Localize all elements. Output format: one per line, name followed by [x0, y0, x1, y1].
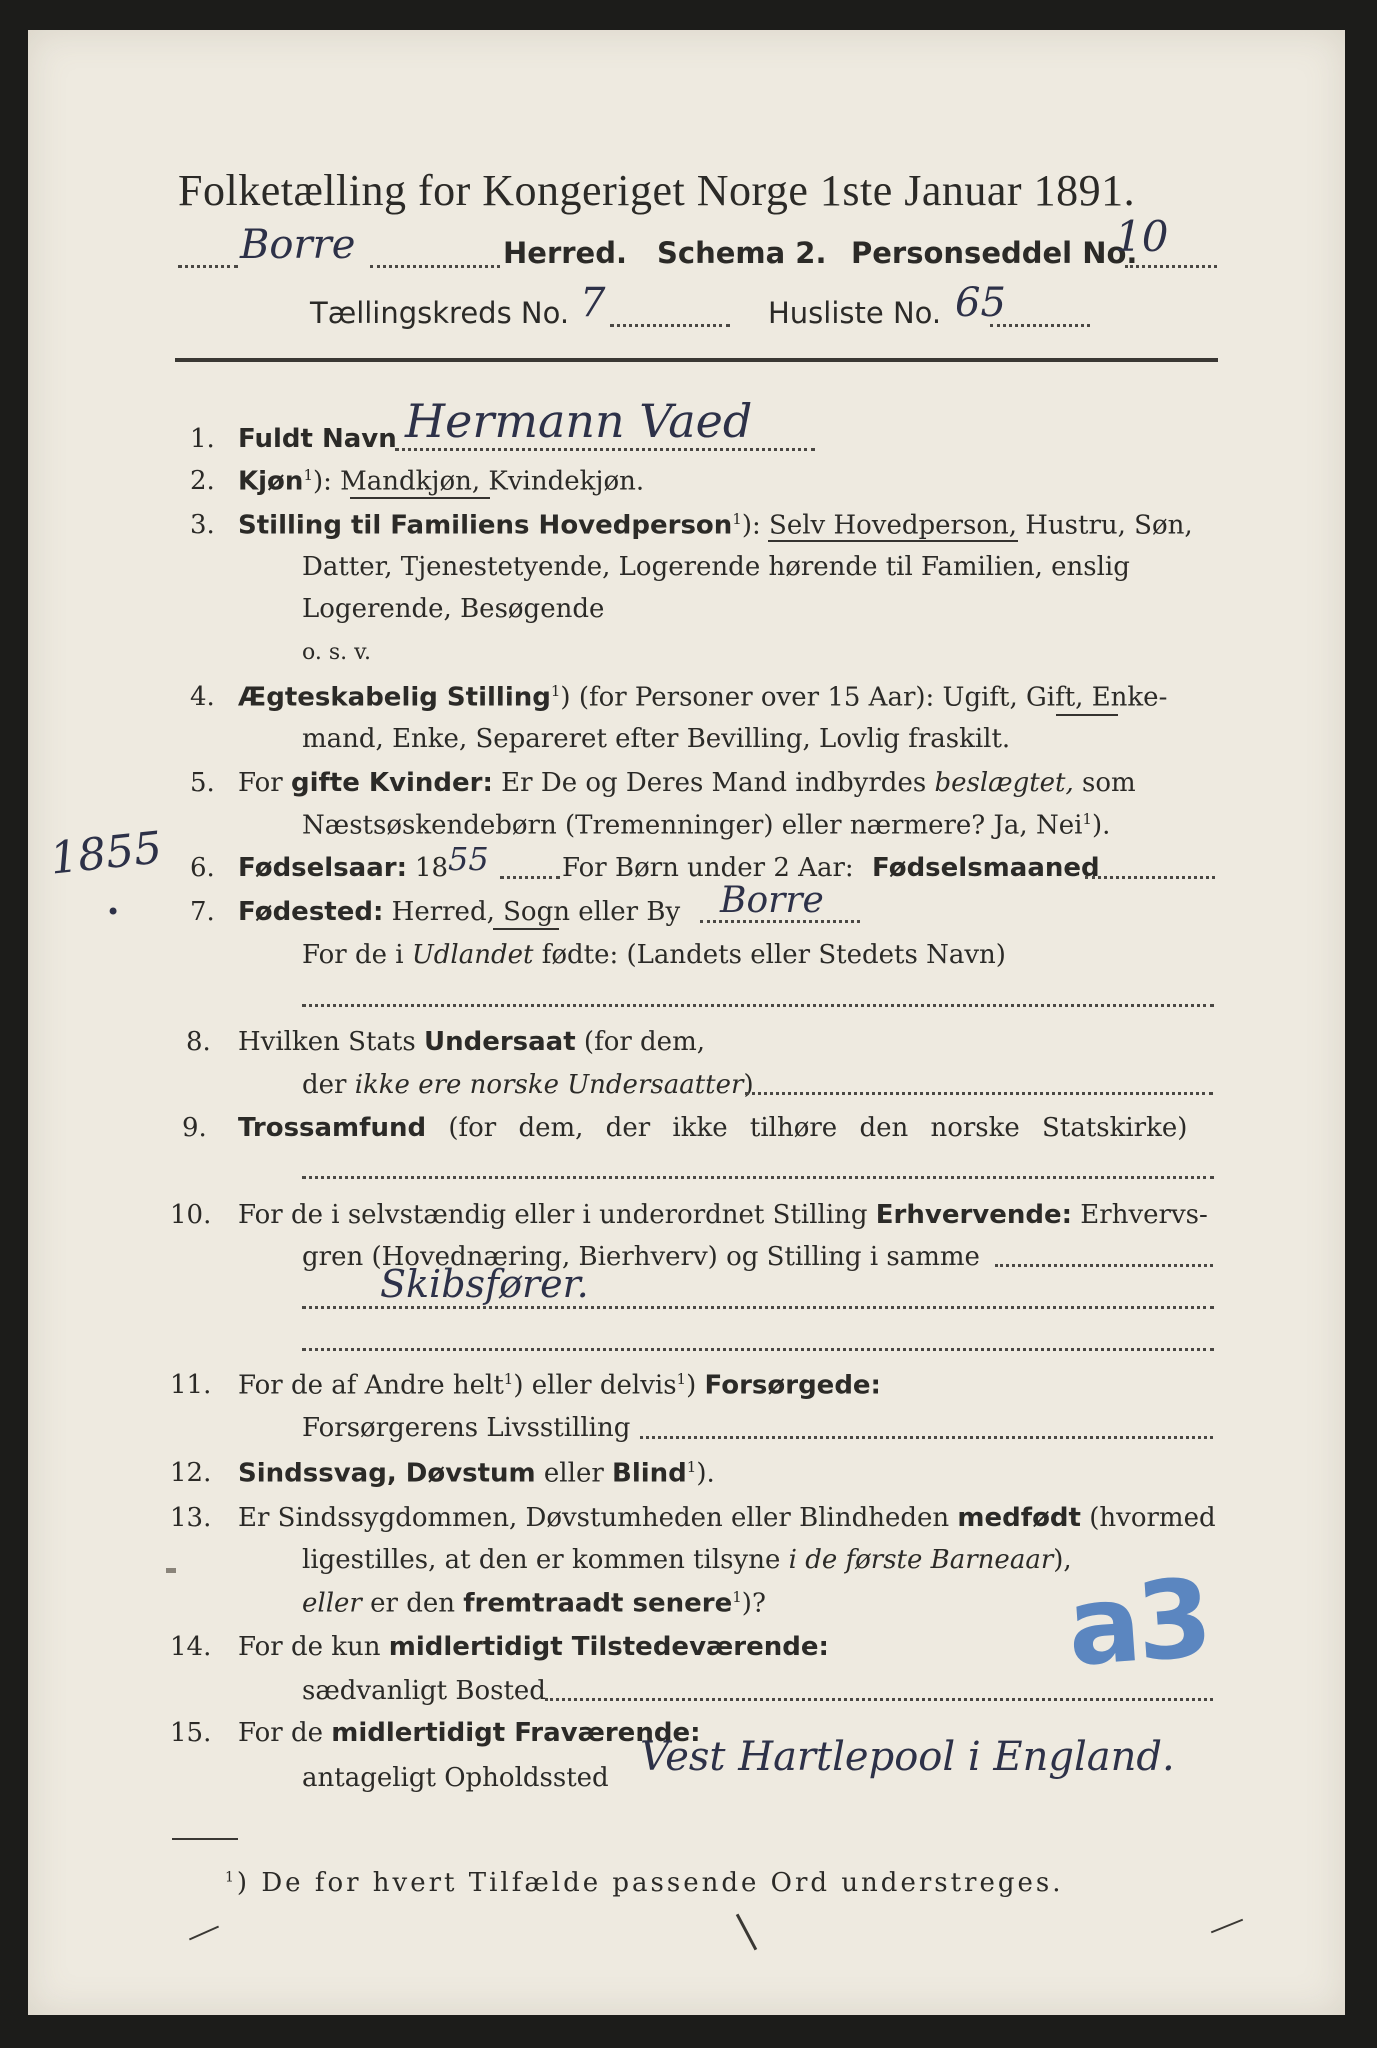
item-14-number: 14.	[170, 1632, 212, 1662]
taellingskreds-dotline	[610, 324, 730, 327]
footnote-rule	[172, 1838, 238, 1840]
item-11-sup-2: 1	[676, 1370, 687, 1388]
item-8-text-a: Hvilken Stats	[238, 1027, 416, 1057]
footnote	[225, 1868, 1064, 1898]
item-7-line-2-a: For de i	[302, 940, 404, 970]
item-5-line-1	[238, 768, 1136, 798]
item-3-underline	[768, 540, 1018, 542]
item-10-line-1	[238, 1200, 1208, 1230]
taellingskreds-label: Tællingskreds No.	[310, 296, 570, 330]
form-title: Folketælling for Kongeriget Norge 1ste Januar 1891.	[178, 166, 1136, 215]
item-5-label: gifte Kvinder:	[290, 768, 493, 798]
item-14-dotline	[545, 1698, 1213, 1701]
item-5-text-b: Er De og Deres Mand indbyrdes	[501, 768, 927, 798]
item-15-label: midlertidigt Fraværende:	[331, 1718, 701, 1748]
item-7-line-1	[238, 897, 680, 927]
item-13-line-2-b: i de første Barneaar	[788, 1545, 1054, 1575]
item-7-text-b: eller By	[578, 897, 681, 927]
husliste-label: Husliste No.	[768, 296, 942, 330]
item-6-label-2: Fødselsmaaned	[872, 853, 1100, 883]
item-7-value: Borre	[720, 880, 824, 921]
item-4-underline	[1056, 714, 1118, 716]
item-13-sup: 1	[732, 1588, 742, 1606]
item-5-line-2-text: Næstsøskendebørn (Tremenninger) eller nærmere? Ja, Nei	[302, 810, 1083, 841]
herred-dotline	[178, 265, 238, 268]
item-3-label: Stilling til Familiens Hovedperson	[238, 510, 733, 541]
item-3-line-4: o. s. v.	[302, 640, 371, 665]
item-3-line-1	[238, 510, 1193, 541]
item-3-number: 3.	[190, 510, 215, 540]
herred-label: Herred.	[503, 236, 627, 270]
husliste-value: 65	[955, 280, 1006, 326]
item-13-line-3-a: eller	[302, 1588, 362, 1619]
item-14-label: midlertidigt Tilstedeværende:	[388, 1632, 829, 1662]
item-7-dotline	[700, 920, 860, 923]
schema-label: Schema 2.	[657, 236, 827, 270]
item-6-dotline	[500, 876, 560, 879]
item-1-value: Hermann Vaed	[405, 394, 753, 448]
item-11-text-b: ) eller delvis	[513, 1370, 677, 1401]
item-2-option-mandkjon: Mandkjøn,	[340, 466, 481, 497]
item-8-line-2	[302, 1070, 754, 1100]
item-2-label: Kjøn	[238, 466, 304, 497]
item-13-line-3	[302, 1588, 766, 1619]
item-11-sup-1: 1	[503, 1370, 514, 1388]
item-13-line-2-a: ligestilles, at den er kommen tilsyne	[302, 1545, 781, 1575]
item-4-line-1	[238, 682, 1167, 713]
item-6-label: Fødselsaar:	[238, 853, 407, 883]
item-6-number: 6.	[190, 853, 215, 883]
item-2-colon: ):	[312, 466, 332, 497]
item-5-number: 5.	[190, 768, 215, 798]
item-7-option-sogn: Sogn	[503, 897, 570, 927]
item-11-number: 11.	[170, 1370, 212, 1400]
item-14-line-1	[238, 1632, 829, 1662]
herred-value: Borre	[240, 222, 356, 268]
item-10-dotline-3	[302, 1348, 1214, 1351]
item-4-option-gift: Gift,	[1026, 682, 1084, 713]
item-13-label: medfødt	[957, 1503, 1081, 1533]
item-5-sup: 1	[1082, 810, 1092, 828]
item-9-dotline	[302, 1176, 1214, 1179]
item-7-label: Fødested:	[238, 897, 384, 927]
item-13-number: 13.	[170, 1503, 212, 1533]
item-1-label: Fuldt Navn	[238, 424, 397, 454]
personseddel-label: Personseddel No.	[851, 236, 1138, 270]
item-15-value: Vest Hartlepool i England.	[640, 1734, 1175, 1780]
item-6-dotline-2	[1085, 876, 1215, 879]
item-4-label: Ægteskabelig Stilling	[238, 682, 551, 713]
item-13-line-1	[238, 1503, 1216, 1533]
item-4-text-b: Enke-	[1091, 682, 1168, 713]
item-8-line-1	[238, 1027, 705, 1057]
item-7-underline	[493, 928, 559, 930]
item-7-dotline-2	[302, 1004, 1214, 1007]
item-4-text-a: ) (for Personer over 15 Aar): Ugift,	[560, 682, 1018, 713]
item-8-line-2-c: )	[743, 1070, 754, 1100]
item-12-sup: 1	[686, 1458, 697, 1476]
item-3-line-3: Logerende, Besøgende	[302, 594, 605, 624]
item-6-text: For Børn under 2 Aar:	[562, 853, 854, 883]
item-7-line-2-b: Udlandet	[411, 940, 534, 970]
item-1-dotline	[395, 448, 815, 451]
margin-mark: •	[106, 898, 121, 926]
item-9-text: (for dem, der ikke tilhøre den norske Statskirke)	[448, 1113, 1188, 1143]
item-2-number: 2.	[190, 466, 215, 496]
footnote-text: ) De for hvert Tilfælde passende Ord understreges.	[236, 1868, 1064, 1898]
item-3-line-2: Datter, Tjenestetyende, Logerende hørende til Familien, enslig	[302, 552, 1130, 582]
item-3-sup: 1	[732, 510, 742, 528]
item-12-text: eller	[543, 1458, 604, 1489]
item-11-text-a: For de af Andre helt	[238, 1370, 504, 1401]
item-10-text-b: Erhvervs-	[1080, 1200, 1208, 1230]
taellingskreds-value: 7	[580, 280, 606, 326]
personseddel-dotline	[1125, 265, 1217, 268]
blue-annotation-stamp: a3	[1063, 1556, 1213, 1691]
item-6-century: 18	[415, 853, 449, 883]
husliste-dotline	[990, 324, 1090, 327]
item-2-option-kvindekjon: Kvindekjøn.	[488, 466, 645, 497]
item-5-line-2	[302, 810, 1110, 841]
item-2-line	[238, 466, 644, 497]
item-15-line-2: antageligt Opholdssted	[302, 1763, 609, 1793]
item-8-label: Undersaat	[423, 1027, 576, 1057]
item-12-line	[238, 1458, 715, 1489]
item-3-colon: ):	[741, 510, 761, 541]
item-10-label: Erhvervende:	[875, 1200, 1073, 1230]
item-3-line1-rest: Hustru, Søn,	[1025, 510, 1193, 541]
item-11-dotline	[640, 1436, 1213, 1439]
item-11-line-2: Forsørgerens Livsstilling	[302, 1413, 631, 1443]
item-15-line-1	[238, 1718, 700, 1748]
header-rule	[175, 358, 1218, 362]
item-13-label-2: fremtraadt senere	[463, 1588, 733, 1619]
item-5-text-d: som	[1082, 768, 1136, 798]
item-7-text-a: Herred,	[391, 897, 495, 927]
item-10-value: Skibsfører.	[380, 1262, 589, 1306]
item-13-text-b: (hvormed	[1089, 1503, 1216, 1533]
item-11-text-c: )	[686, 1370, 697, 1401]
item-2-underline	[350, 497, 490, 499]
item-15-number: 15.	[170, 1718, 212, 1748]
item-5-end: ).	[1091, 810, 1111, 841]
item-12-number: 12.	[170, 1458, 212, 1488]
footnote-sup: 1	[225, 1869, 237, 1886]
item-10-dotline-2	[302, 1306, 1214, 1309]
item-6-value: 55	[448, 840, 489, 878]
item-12-end: ).	[696, 1458, 715, 1489]
item-4-number: 4.	[190, 682, 215, 712]
item-8-line-2-a: der	[302, 1070, 347, 1100]
item-7-number: 7.	[190, 897, 215, 927]
personseddel-value: 10	[1115, 212, 1169, 261]
item-5-text-c: beslægtet,	[934, 768, 1074, 798]
margin-year-note: 1855	[47, 822, 165, 885]
item-13-ink-speck	[166, 1568, 176, 1573]
item-13-text-a: Er Sindssygdommen, Døvstumheden eller Blindheden	[238, 1503, 950, 1533]
item-12-label: Sindssvag, Døvstum	[238, 1458, 536, 1489]
item-14-text-a: For de kun	[238, 1632, 381, 1662]
item-9-label: Trossamfund	[238, 1113, 427, 1143]
item-10-text-a: For de i selvstændig eller i underordnet Stilling	[238, 1200, 868, 1230]
item-2-sup: 1	[303, 466, 313, 484]
item-12-label-2: Blind	[612, 1458, 687, 1489]
item-3-option-selv: Selv Hovedperson,	[769, 510, 1017, 541]
item-14-line-2: sædvanligt Bosted	[302, 1676, 546, 1706]
item-7-line-2	[302, 940, 1006, 970]
item-4-sup: 1	[550, 682, 561, 700]
item-8-dotline	[745, 1092, 1213, 1095]
item-8-line-2-b: ikke ere norske Undersaatter	[354, 1070, 744, 1100]
item-11-label: Forsørgede:	[704, 1370, 881, 1401]
item-5-text-a: For	[238, 768, 283, 798]
item-10-line-2: gren (Hovednæring, Bierhverv) og Stilling i samme	[302, 1242, 980, 1272]
item-9-number: 9.	[182, 1113, 207, 1143]
item-4-line-2: mand, Enke, Separeret efter Bevilling, Lovlig fraskilt.	[302, 724, 1011, 754]
item-13-line-2-c: ),	[1053, 1545, 1072, 1575]
item-7-line-2-c: fødte: (Landets eller Stedets Navn)	[541, 940, 1006, 970]
item-9-line	[238, 1113, 1187, 1143]
item-8-text-b: (for dem,	[583, 1027, 705, 1057]
item-15-text-a: For de	[238, 1718, 323, 1748]
item-13-line-3-b: er den	[370, 1588, 455, 1619]
item-13-line-2	[302, 1545, 1072, 1575]
herred-dotline-2	[370, 265, 500, 268]
item-10-dotline	[995, 1264, 1213, 1267]
item-13-end: )?	[741, 1588, 766, 1619]
item-10-number: 10.	[170, 1200, 212, 1230]
item-11-line-1	[238, 1370, 881, 1401]
item-1-number: 1.	[190, 424, 215, 454]
item-8-number: 8.	[186, 1027, 211, 1057]
